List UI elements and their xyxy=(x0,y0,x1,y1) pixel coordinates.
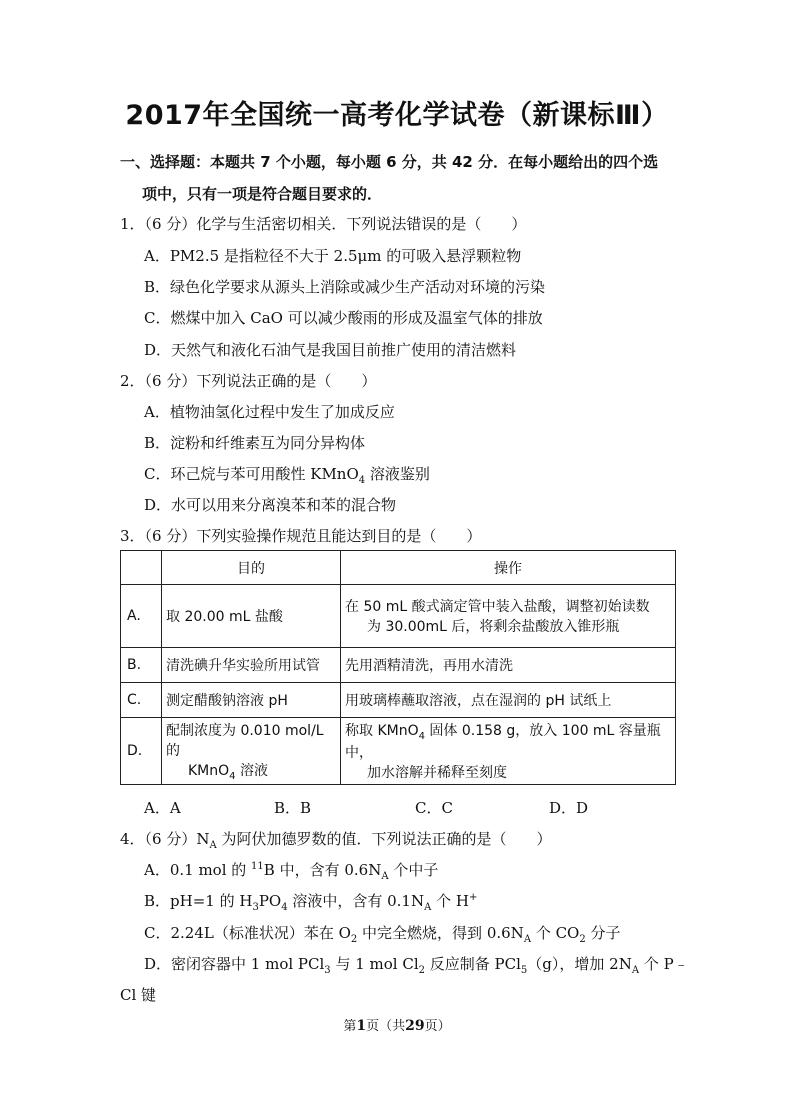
question-3-choice-a: A．A xyxy=(144,799,181,817)
row-purpose: 配制浓度为 0.010 mol/L 的 KMnO$_4$ 溶液 xyxy=(162,718,341,785)
table-row xyxy=(121,648,676,683)
question-4-option-a: A．0.1 mol 的 $^{11}$B 中，含有 $0.6N_A$ 个中子 xyxy=(144,861,439,882)
question-2-option-b: B．淀粉和纤维素互为同分异构体 xyxy=(144,434,366,452)
question-4-option-b: B．pH=1 的 $H_3PO_4$ 溶液中，含有 $0.1N_A$ 个 H+ xyxy=(144,892,478,913)
section-heading-line1: 一、选择题：本题共 7 个小题，每小题 6 分，共 42 分．在每小题给出的四个选 xyxy=(120,153,659,171)
question-3-choice-d: D．D xyxy=(549,799,589,817)
row-purpose: 清洗碘升华实验所用试管 xyxy=(162,648,341,683)
question-4-stem: 4．（6 分）$N_A$ 为阿伏加德罗数的值．下列说法正确的是（ ） xyxy=(120,830,552,851)
table-row xyxy=(121,718,676,785)
table-header-row xyxy=(121,551,676,585)
page-footer: 第1页（共29页） xyxy=(343,1018,451,1034)
row-label: A. xyxy=(121,585,162,648)
question-1-option-d: D．天然气和液化石油气是我国目前推广使用的清洁燃料 xyxy=(144,341,517,359)
question-2-option-c: C．环己烷与苯可用酸性 KMnO$_4$ 溶液鉴别 xyxy=(144,465,430,486)
row-operation: 称取 KMnO$_4$ 固体 0.158 g，放入 100 mL 容量瓶中， 加水溶解并稀释至刻度 xyxy=(341,718,676,785)
question-3-stem: 3．（6 分）下列实验操作规范且能达到目的是（ ） xyxy=(120,527,482,545)
question-2-option-d: D．水可以用来分离溴苯和苯的混合物 xyxy=(144,496,397,514)
table-row xyxy=(121,683,676,718)
row-label: D. xyxy=(121,718,162,785)
question-2-option-a: A．植物油氢化过程中发生了加成反应 xyxy=(144,403,395,421)
question-1-option-a: A．PM2.5 是指粒径不大于 2.5μm 的可吸入悬浮颗粒物 xyxy=(144,247,522,265)
question-4-option-c: C．2.24L（标准状况）苯在 $O_2$ 中完全燃烧，得到 $0.6N_A$ 个 $CO_2$ 分子 xyxy=(144,924,621,945)
row-purpose: 取 20.00 mL 盐酸 xyxy=(162,585,341,648)
table-header-cell xyxy=(121,551,162,585)
question-3-choice-c: C．C xyxy=(415,799,453,817)
table-header-cell: 目的 xyxy=(162,551,341,585)
table-row xyxy=(121,585,676,648)
page-title: 2017年全国统一高考化学试卷（新课标Ⅲ） xyxy=(125,100,669,131)
question-4-option-d: D．密闭容器中 1 mol PCl$_3$ 与 1 mol $Cl_2$ 反应制备 PCl$_5$（g），增加 $2N_A$ 个 P﹣ xyxy=(144,955,689,976)
question-4-option-d-continued: Cl 键 xyxy=(120,986,157,1004)
question-3-choice-b: B．B xyxy=(274,799,312,817)
question-2-stem: 2．（6 分）下列说法正确的是（ ） xyxy=(120,372,377,390)
section-heading xyxy=(120,146,700,210)
table-header-cell: 操作 xyxy=(341,551,676,585)
row-operation: 在 50 mL 酸式滴定管中装入盐酸，调整初始读数 为 30.00mL 后，将剩余盐酸放入锥形瓶 xyxy=(341,585,676,648)
question-1-option-c: C．燃煤中加入 CaO 可以减少酸雨的形成及温室气体的排放 xyxy=(144,309,543,327)
question-3-table xyxy=(120,550,676,785)
row-purpose: 测定醋酸钠溶液 pH xyxy=(162,683,341,718)
section-heading-line2: 项中，只有一项是符合题目要求的． xyxy=(142,185,383,203)
row-operation: 先用酒精清洗，再用水清洗 xyxy=(341,648,676,683)
question-1-option-b: B．绿色化学要求从源头上消除或减少生产活动对环境的污染 xyxy=(144,278,546,296)
question-1-stem: 1．（6 分）化学与生活密切相关．下列说法错误的是（ ） xyxy=(120,215,527,233)
row-label: C. xyxy=(121,683,162,718)
row-label: B. xyxy=(121,648,162,683)
row-operation: 用玻璃棒蘸取溶液，点在湿润的 pH 试纸上 xyxy=(341,683,676,718)
